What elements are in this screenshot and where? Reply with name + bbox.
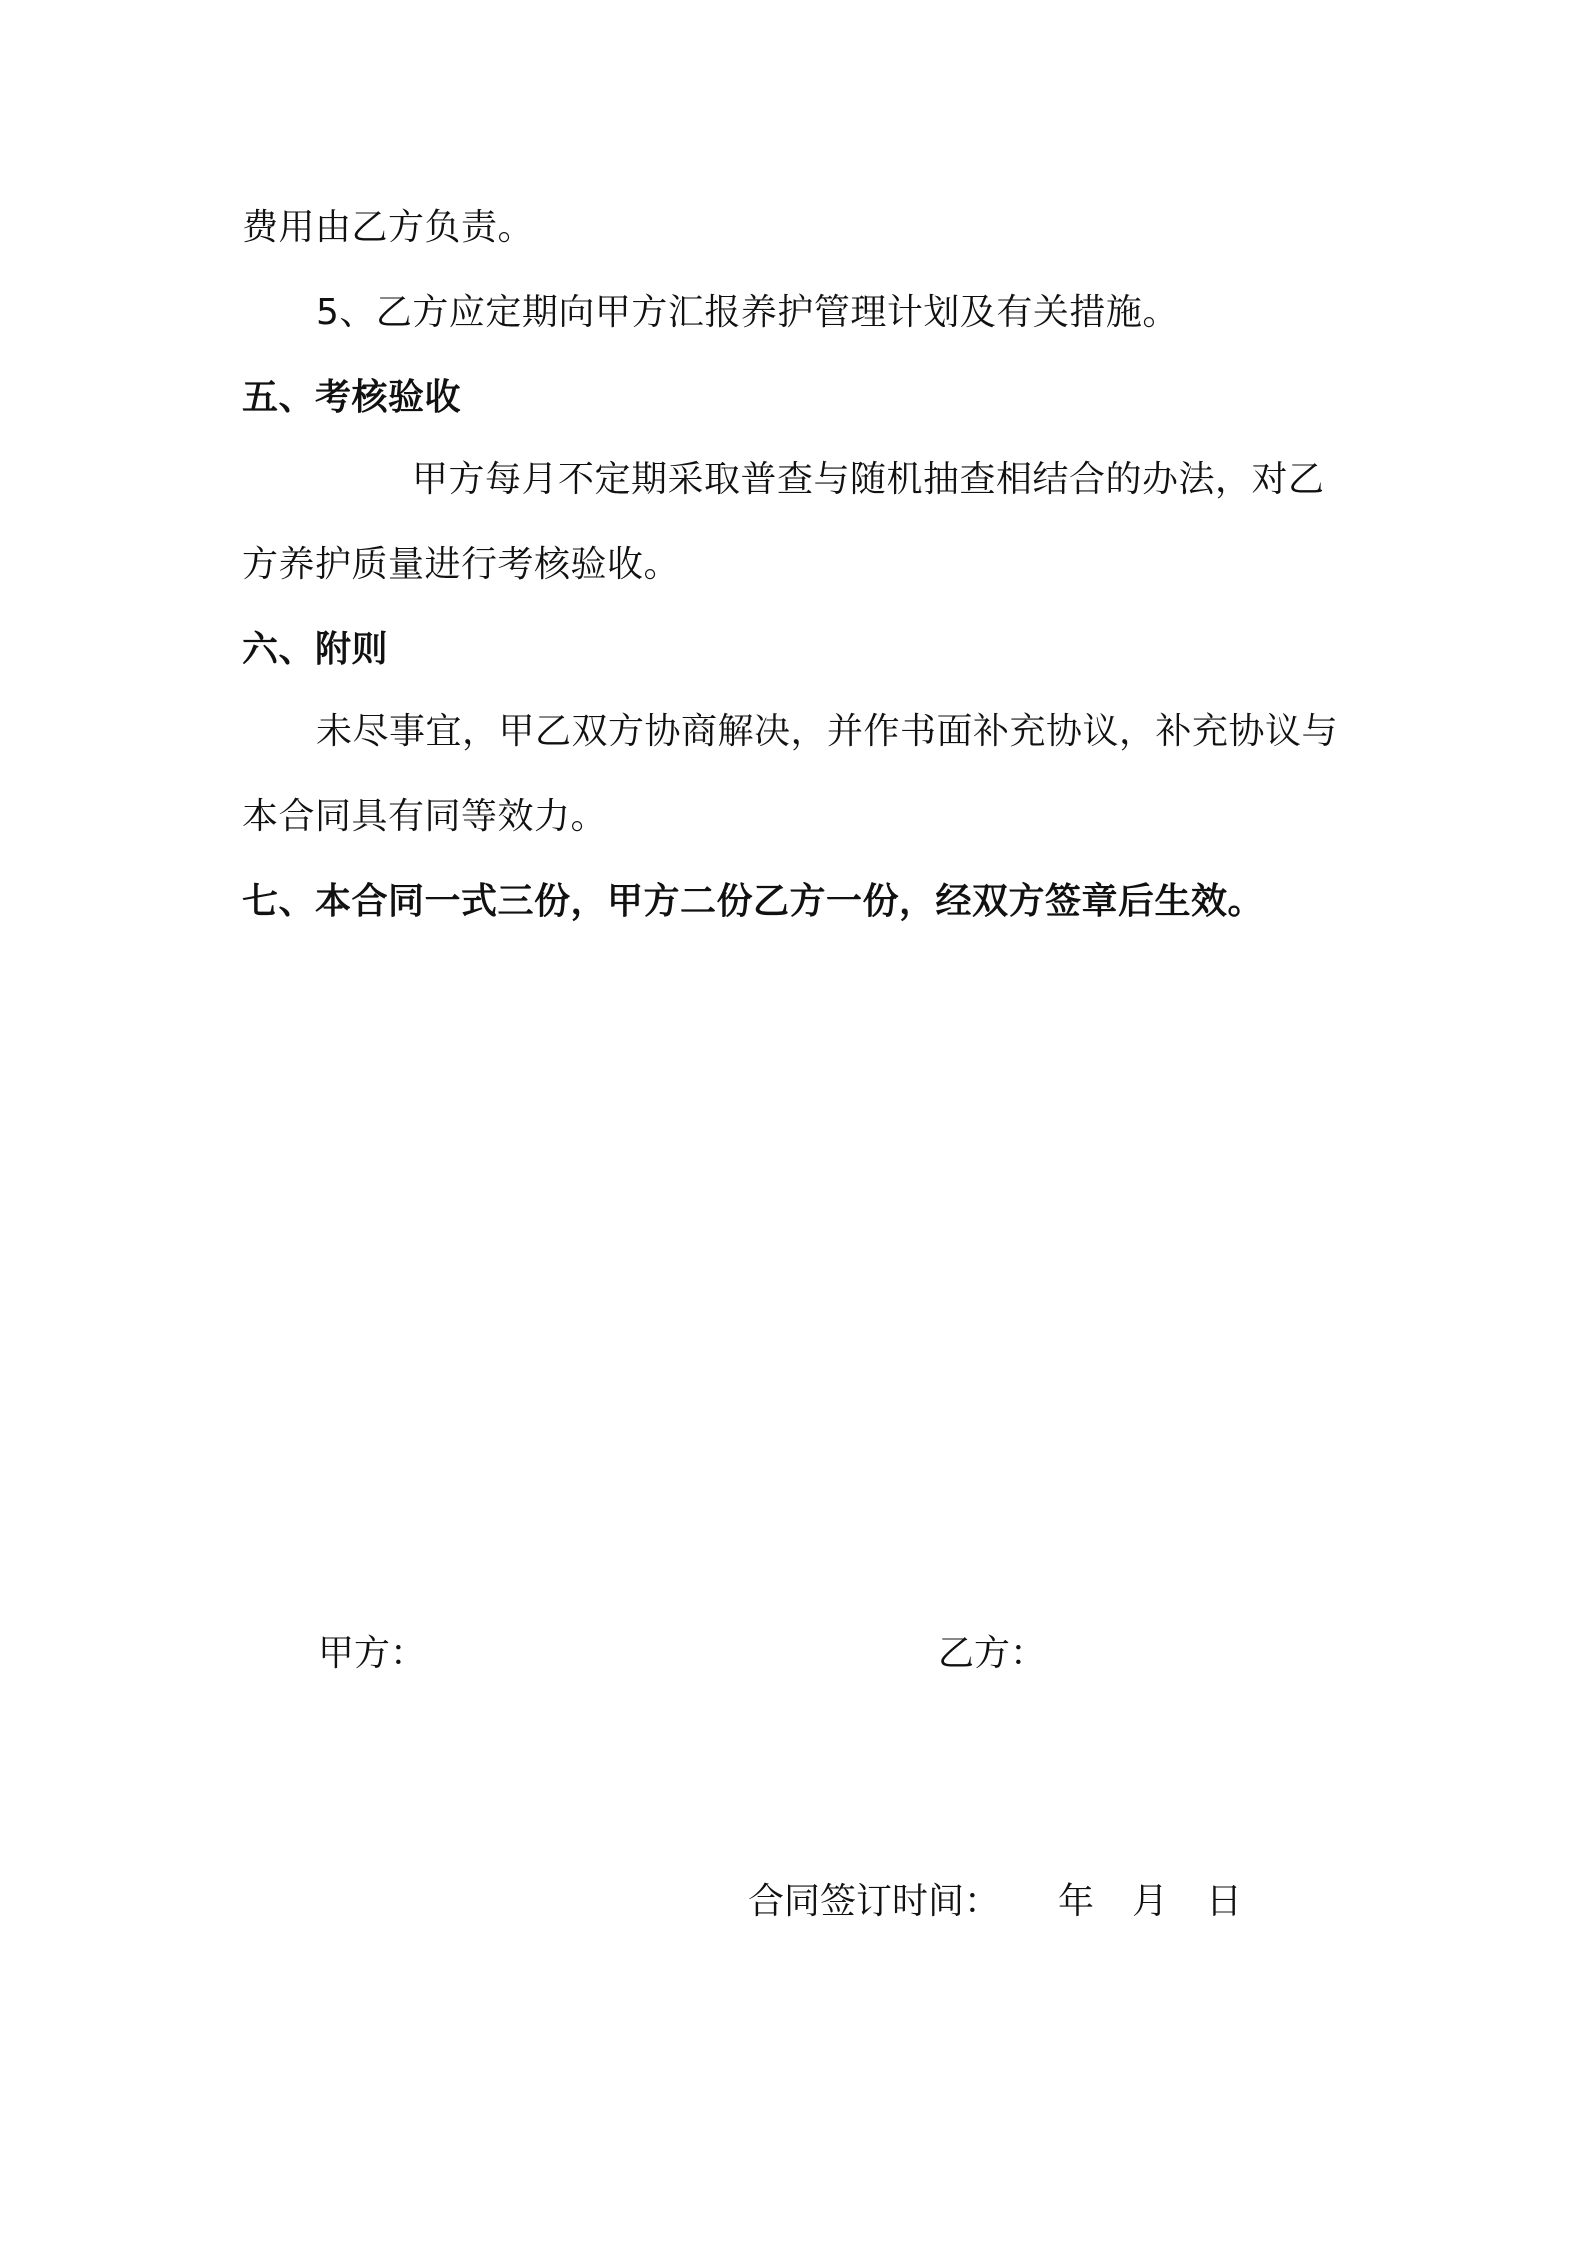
body-line: 费用由乙方负责。: [242, 207, 535, 248]
date-month-label: 月: [1132, 1881, 1169, 1922]
section-5-paragraph-line-1: 甲方每月不定期采取普查与随机抽查相结合的办法，对乙: [412, 459, 1325, 500]
section-6-paragraph-line-1: 未尽事宜，甲乙双方协商解决，并作书面补充协议，补充协议与: [316, 711, 1339, 752]
signing-date-label: 合同签订时间：: [748, 1881, 1001, 1922]
date-year-label: 年: [1058, 1881, 1095, 1922]
section-heading-5: 五、考核验收: [242, 377, 462, 418]
signing-date-line: [748, 1880, 1242, 1924]
party-a-signature-label: 甲方：: [318, 1633, 427, 1674]
date-day-label: 日: [1206, 1881, 1243, 1922]
section-heading-7: 七、本合同一式三份，甲方二份乙方一份，经双方签章后生效。: [242, 881, 1265, 922]
section-6-paragraph-line-2: 本合同具有同等效力。: [242, 796, 608, 837]
party-b-signature-label: 乙方：: [938, 1633, 1047, 1674]
clause-item-5: 5、乙方应定期向甲方汇报养护管理计划及有关措施。: [316, 292, 1179, 333]
section-5-paragraph-line-2: 方养护质量进行考核验收。: [242, 544, 681, 585]
section-heading-6: 六、附则: [242, 629, 389, 670]
